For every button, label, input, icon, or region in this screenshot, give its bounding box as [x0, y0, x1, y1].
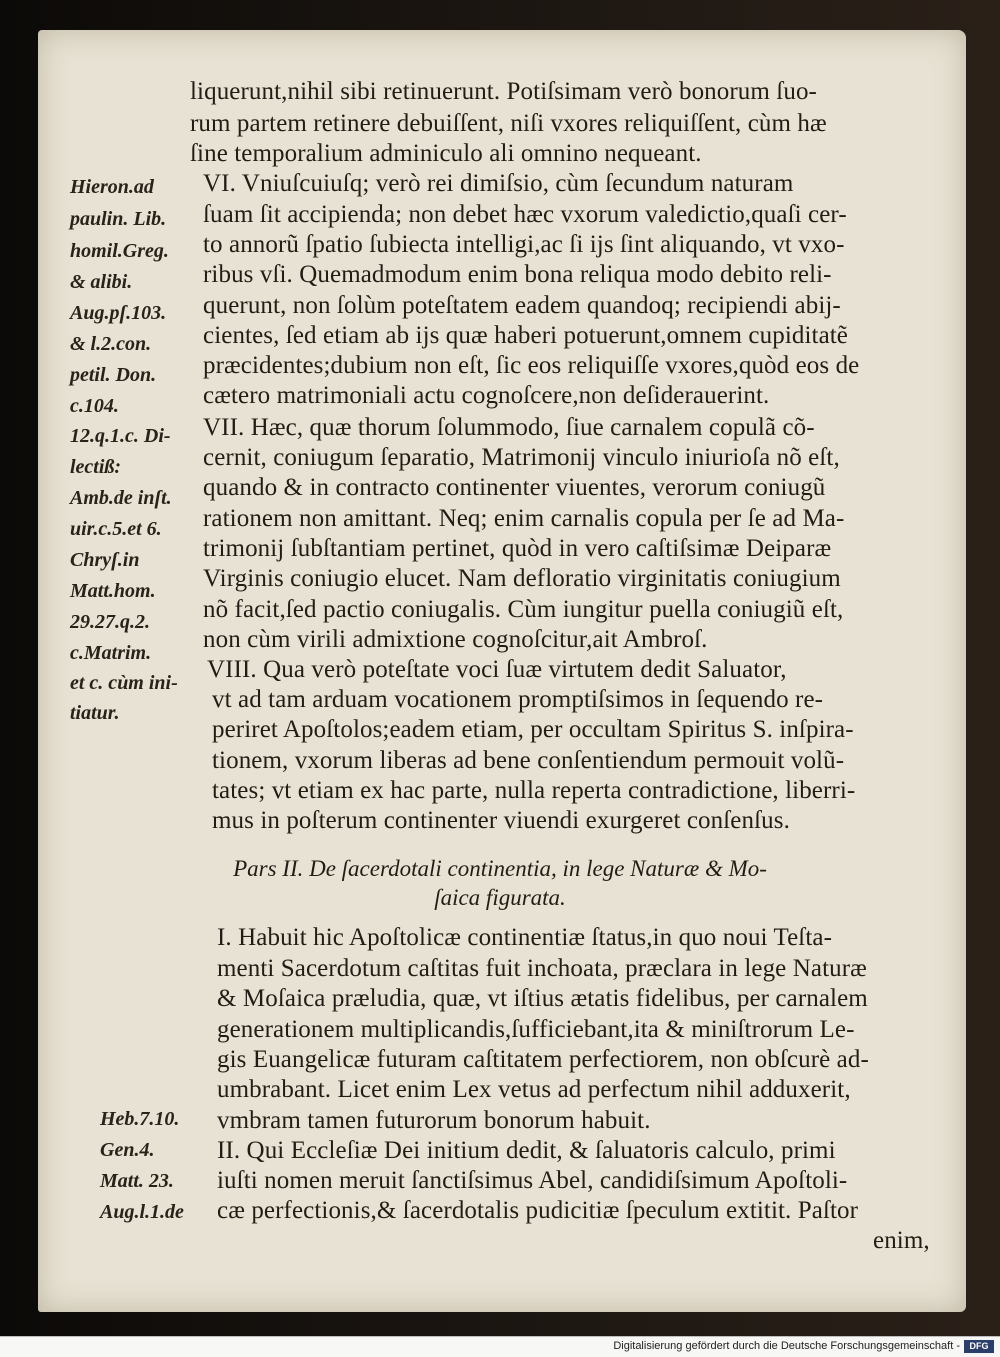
margin-note: homil.Greg.: [70, 240, 169, 262]
text-line: liquerunt,nihil sibi retinuerunt. Potiſsimam verò bonorum ſuo-: [190, 78, 817, 105]
funding-notice: Digitalisierung gefördert durch die Deutsche Forschungsgemeinschaft -: [613, 1340, 960, 1352]
text-line: præcidentes;dubium non eſt, ſic eos reliquiſſe vxores,quòd eos de: [203, 352, 860, 379]
footer-bar: [0, 1336, 1000, 1357]
margin-note: Chryſ.in: [70, 549, 140, 571]
text-line: & Moſaica præludia, quæ, vt iſtius ætatis fidelibus, per carnalem: [217, 985, 868, 1012]
text-line: to annorũ ſpatio ſubiecta intelligi,ac ſi ijs ſint aliquando, vt vxo-: [203, 231, 845, 258]
text-line: II. Qui Eccleſiæ Dei initium dedit, & ſaluatoris calculo, primi: [217, 1137, 836, 1164]
text-line: generationem multiplicandis,ſufficiebant,ita & miniſtrorum Le-: [217, 1016, 855, 1043]
text-line: vt ad tam arduam vocationem promptiſsimos in ſequendo re-: [212, 686, 824, 713]
dfg-logo-icon: DFG: [964, 1340, 994, 1353]
text-line: ribus vſi. Quemadmodum enim bona reliqua modo debito reli-: [203, 261, 832, 288]
text-line: VII. Hæc, quæ thorum ſolummodo, ſiue carnalem copulã cõ-: [203, 414, 815, 441]
text-line: cætero matrimoniali actu cognoſcere,non deſiderauerint.: [203, 382, 770, 409]
margin-note: Aug.l.1.de: [100, 1201, 184, 1223]
margin-note: 29.27.q.2.: [70, 611, 150, 633]
text-line: querunt, non ſolùm poteſtatem eadem quandoq; recipiendi abij-: [203, 292, 841, 319]
text-line: trimonij ſubſtantiam pertinet, quòd in vero caſtiſsimæ Deiparæ: [203, 535, 832, 562]
margin-note: Matt. 23.: [100, 1170, 174, 1192]
text-line: ſuam ſit accipienda; non debet hæc vxorum valedictio,quaſi cer-: [203, 201, 847, 228]
text-line: cæ perfectionis,& ſacerdotalis pudicitiæ ſpeculum extitit. Paſtor: [217, 1197, 859, 1224]
margin-note: c.104.: [70, 395, 119, 417]
text-line: umbrabant. Licet enim Lex vetus ad perfectum nihil adduxerit,: [217, 1076, 851, 1103]
text-line: quando & in contracto continenter viuentes, verorum coniugũ: [203, 474, 826, 501]
text-line: rationem non amittant. Neq; enim carnalis copula per ſe ad Ma-: [203, 505, 845, 532]
margin-note: c.Matrim.: [70, 642, 152, 664]
margin-note: tiatur.: [70, 702, 120, 724]
margin-note: & l.2.con.: [70, 333, 152, 355]
margin-note: paulin. Lib.: [70, 208, 167, 230]
margin-note: Hieron.ad: [70, 176, 154, 198]
text-line: Virginis coniugio elucet. Nam defloratio virginitatis coniugium: [203, 565, 841, 592]
section-heading-continued: ſaica figurata.: [434, 885, 566, 910]
text-line: gis Euangelicæ futuram caſtitatem perfectiorem, non obſcurè ad-: [217, 1046, 869, 1073]
margin-note: Heb.7.10.: [100, 1108, 180, 1130]
section-heading: Pars II. De ſacerdotali continentia, in lege Naturæ & Mo-: [233, 856, 767, 881]
text-line: VIII. Qua verò poteſtate voci ſuæ virtutem dedit Saluator,: [207, 656, 787, 683]
text-line: vmbram tamen futurorum bonorum habuit.: [217, 1107, 651, 1134]
margin-note: Gen.4.: [100, 1139, 155, 1161]
text-line: mus in poſterum continenter viuendi exurgeret conſenſus.: [212, 807, 790, 834]
margin-note: 12.q.1.c. Di-: [70, 425, 171, 447]
text-line: cientes, ſed etiam ab ijs quæ haberi potuerunt,omnem cupiditatẽ: [203, 322, 849, 349]
text-line: periret Apoſtolos;eadem etiam, per occultam Spiritus S. inſpira-: [212, 716, 854, 743]
text-line: I. Habuit hic Apoſtolicæ continentiæ ſtatus,in quo noui Teſta-: [217, 924, 833, 951]
margin-note: et c. cùm ini-: [70, 672, 178, 694]
text-line: non cùm virili admixtione cognoſcitur,ait Ambroſ.: [203, 626, 708, 653]
margin-note: lectiß:: [70, 456, 122, 478]
margin-note: Aug.pſ.103.: [70, 302, 167, 324]
text-line: tionem, vxorum liberas ad bene conſentiendum permouit volũ-: [212, 747, 845, 774]
catchword: enim,: [873, 1227, 930, 1254]
margin-note: petil. Don.: [70, 364, 157, 386]
text-line: tates; vt etiam ex hac parte, nulla reperta contradictione, liberri-: [212, 777, 856, 804]
text-line: rum partem retinere debuiſſent, niſi vxores reliquiſſent, cùm hæ: [190, 110, 827, 137]
text-line: iuſti nomen meruit ſanctiſsimus Abel, candidiſsimum Apoſtoli-: [217, 1167, 848, 1194]
text-line: ſine temporalium adminiculo ali omnino nequeant.: [190, 140, 702, 167]
margin-note: Matt.hom.: [70, 580, 156, 602]
text-line: nõ facit,ſed pactio coniugalis. Cùm iungitur puella coniugiũ eſt,: [203, 596, 844, 623]
text-line: cernit, coniugum ſeparatio, Matrimonij vinculo iniurioſa nõ eſt,: [203, 444, 840, 471]
margin-note: Amb.de inſt.: [70, 487, 172, 509]
text-line: VI. Vniuſcuiuſq; verò rei dimiſsio, cùm ſecundum naturam: [203, 170, 794, 197]
margin-note: uir.c.5.et 6.: [70, 518, 162, 540]
text-line: menti Sacerdotum caſtitas fuit inchoata, præclara in lege Naturæ: [217, 955, 867, 982]
margin-note: & alibi.: [70, 271, 133, 293]
